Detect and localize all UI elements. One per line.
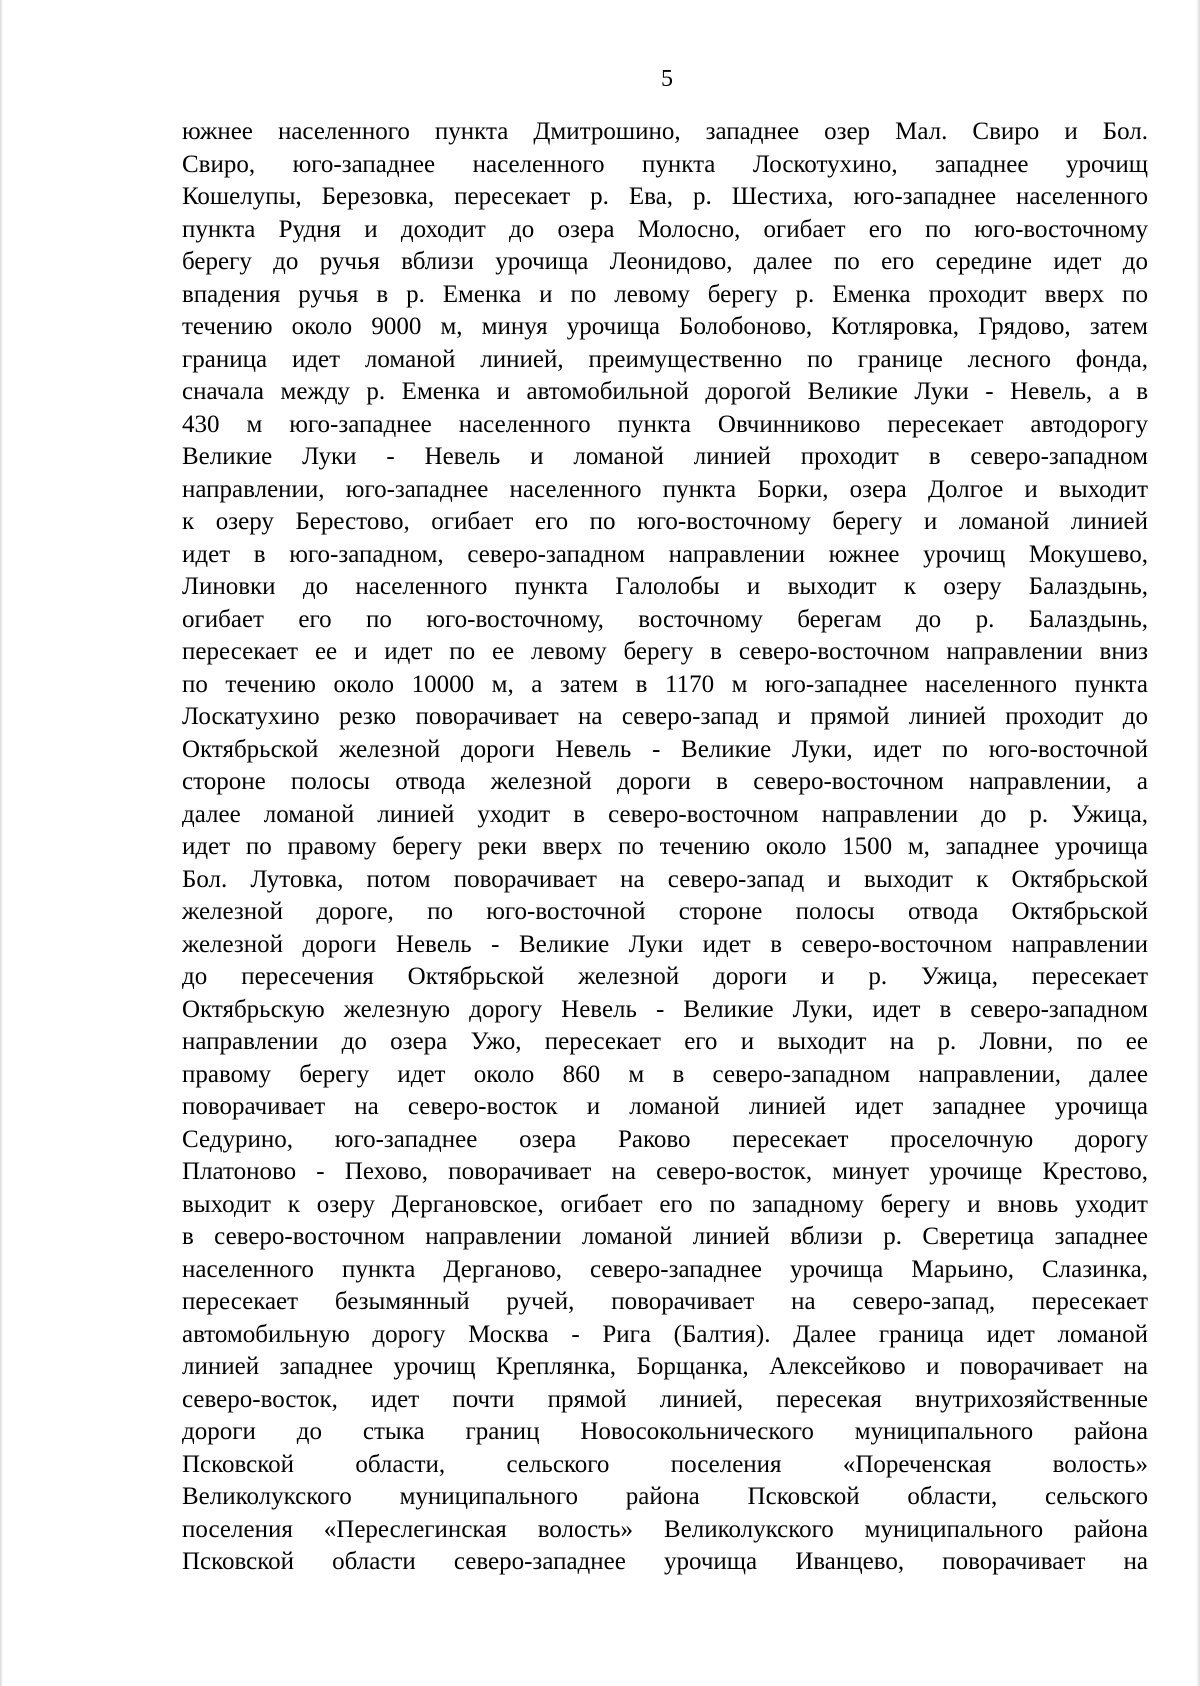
text-line: берегу до ручья вблизи урочища Леонидово, далее по его середине идет до <box>182 248 1148 275</box>
text-line: выходит к озеру Дергановское, огибает его по западному берегу и вновь уходит <box>182 1190 1148 1218</box>
text-line: по течению около 10000 м, а затем в 1170 м юго-западнее населенного пункта <box>182 670 1148 698</box>
text-line: поворачивает на северо-восток и ломаной линией идет западнее урочища <box>182 1093 1148 1120</box>
text-line: огибает его по юго-восточному, восточному берегам до р. Балаздынь, <box>182 605 1148 633</box>
scan-edge-right <box>1196 0 1200 1686</box>
text-line: пересекает безымянный ручей, поворачивает на северо-запад, пересекает <box>182 1288 1148 1315</box>
text-line: до пересечения Октябрьской железной дороги и р. Ужица, пересекает <box>182 963 1148 990</box>
text-line: автомобильную дорогу Москва - Рига (Балтия). Далее граница идет ломаной <box>182 1320 1148 1348</box>
text-line: в северо-восточном направлении ломаной линией вблизи р. Сверетица западнее <box>182 1223 1148 1250</box>
text-line: Свиро, юго-западнее населенного пункта Лоскотухино, западнее урочищ <box>182 150 1148 178</box>
text-line: Кошелупы, Березовка, пересекает р. Ева, р. Шестиха, юго-западнее населенного <box>182 183 1148 210</box>
text-line: Седурино, юго-западнее озера Раково пересекает проселочную дорогу <box>182 1125 1148 1153</box>
text-line: направлении, юго-западнее населенного пункта Борки, озера Долгое и выходит <box>182 475 1148 503</box>
text-line: Лоскатухино резко поворачивает на северо-запад и прямой линией проходит до <box>182 703 1148 730</box>
text-line: граница идет ломаной линией, преимущественно по границе лесного фонда, <box>182 345 1148 373</box>
text-line: к озеру Берестово, огибает его по юго-восточному берегу и ломаной линией <box>182 508 1148 535</box>
text-line: пункта Рудня и доходит до озера Молосно, огибает его по юго-восточному <box>182 215 1148 243</box>
text-line: Великие Луки - Невель и ломаной линией проходит в северо-западном <box>182 443 1148 470</box>
text-line: впадения ручья в р. Еменка и по левому берегу р. Еменка проходит вверх по <box>182 280 1148 308</box>
text-line: Октябрьской железной дороги Невель - Великие Луки, идет по юго-восточной <box>182 735 1148 763</box>
body-paragraph <box>182 116 1148 1579</box>
text-line: северо-восток, идет почти прямой линией, пересекая внутрихозяйственные <box>182 1385 1148 1413</box>
text-line: населенного пункта Дерганово, северо-западнее урочища Марьино, Слазинка, <box>182 1255 1148 1283</box>
text-line: направлении до озера Ужо, пересекает его и выходит на р. Ловни, по ее <box>182 1028 1148 1055</box>
text-line: дороги до стыка границ Новосокольнического муниципального района <box>182 1418 1148 1445</box>
text-line: поселения «Переслегинская волость» Великолукского муниципального района <box>182 1515 1148 1543</box>
text-line: Бол. Лутовка, потом поворачивает на северо-запад и выходит к Октябрьской <box>182 865 1148 893</box>
text-line: Псковской области северо-западнее урочища Иванцево, поворачивает на <box>182 1548 1148 1575</box>
page-number: 5 <box>661 66 673 92</box>
text-line: Линовки до населенного пункта Галолобы и выходит к озеру Балаздынь, <box>182 573 1148 600</box>
text-line: железной дороги Невель - Великие Луки идет в северо-восточном направлении <box>182 930 1148 958</box>
text-line: 430 м юго-западнее населенного пункта Овчинниково пересекает автодорогу <box>182 410 1148 438</box>
text-line: Октябрьскую железную дорогу Невель - Великие Луки, идет в северо-западном <box>182 995 1148 1023</box>
text-line: сначала между р. Еменка и автомобильной дорогой Великие Луки - Невель, а в <box>182 378 1148 405</box>
text-line: далее ломаной линией уходит в северо-восточном направлении до р. Ужица, <box>182 800 1148 828</box>
text-line: железной дороге, по юго-восточной стороне полосы отвода Октябрьской <box>182 898 1148 925</box>
text-line: идет в юго-западном, северо-западном направлении южнее урочищ Мокушево, <box>182 540 1148 568</box>
text-line: течению около 9000 м, минуя урочища Болобоново, Котляровка, Грядово, затем <box>182 313 1148 340</box>
text-line: идет по правому берегу реки вверх по течению около 1500 м, западнее урочища <box>182 833 1148 860</box>
text-line: Великолукского муниципального района Псковской области, сельского <box>182 1483 1148 1510</box>
text-line: Псковской области, сельского поселения «Пореченская волость» <box>182 1450 1148 1478</box>
text-line: пересекает ее и идет по ее левому берегу в северо-восточном направлении вниз <box>182 638 1148 665</box>
text-line: линией западнее урочищ Креплянка, Борщанка, Алексейково и поворачивает на <box>182 1353 1148 1380</box>
text-line: стороне полосы отвода железной дороги в северо-восточном направлении, а <box>182 768 1148 795</box>
text-line: правому берегу идет около 860 м в северо-западном направлении, далее <box>182 1060 1148 1088</box>
scan-edge-left <box>0 0 3 1686</box>
text-line: южнее населенного пункта Дмитрошино, западнее озер Мал. Свиро и Бол. <box>182 118 1148 145</box>
text-line: Платоново - Пехово, поворачивает на северо-восток, минует урочище Крестово, <box>182 1158 1148 1185</box>
